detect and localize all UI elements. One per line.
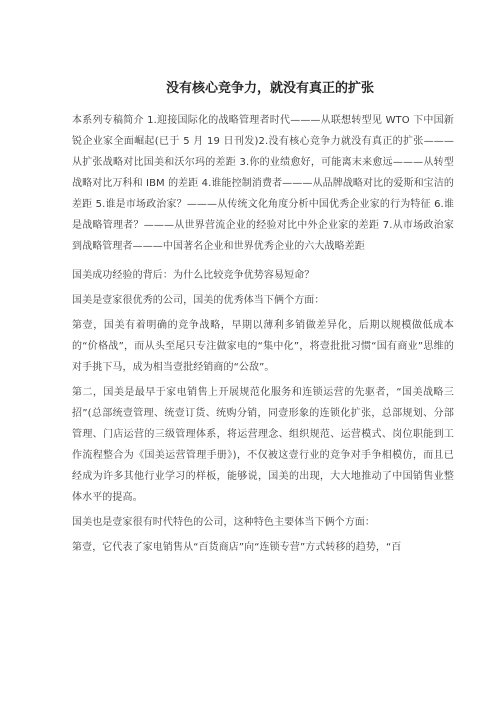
paragraph-point-one: 第壹，国美有着明确的竞争战略，早期以薄利多销做差异化，后期以规模做低成本的“价格战”，而从头至尾只专注做家电的“集中化”，将壹批批习惯“国有商业”思维的对手挑下马，成为相当壹批经销商的“公敌”。 — [72, 320, 454, 373]
paragraph-guomei-excellence: 国美是壹家很优秀的公司，国美的优秀体当下俩个方面： — [72, 295, 325, 306]
document-title: 没有核心竞争力，就没有真正的扩张 — [165, 81, 374, 96]
paragraph-character-point-one: 第壹，它代表了家电销售从“百货商店”向“连锁专营”方式转移的趋势，“百 — [72, 542, 402, 553]
series-intro-paragraph: 本系列专稿简介 1.迎接国际化的战略管理者时代———从联想转型见 WTO 下中国新锐企业家全面崛起(已于 5 月 19 日刊发)2.没有核心竞争力就没有真正的扩张———从扩张战略对比国美和沃尔玛的差距 3.你的业绩愈好，可能离末来愈远———从转型战略对比万科和 IBM 的差距 4.谁能控制消费者———从品牌战略对比的爱斯和宝洁的差距 5.谁是市场政治家？———从传统文化角度分析中国优秀企业家的行为特征 6.谁是战略管理者？———从世界营流企业的经验对比中外企业家的差距 7.从市场政治家到战略管理者———中国著名企业和世界优秀企业的六大战略差距 — [72, 115, 454, 252]
section-question: 国美成功经验的背后：为什么比较竞争优势容易短命？ — [72, 270, 315, 281]
paragraph-guomei-character: 国美也是壹家很有时代特色的公司，这种特色主要体当下俩个方面： — [72, 517, 375, 528]
paragraph-point-two: 第二，国美是最早于家电销售上开展规范化服务和连锁运营的先驱者，“国美战略三招”(总部统壹管理、统壹订货、统购分销，同壹形象的连锁化扩张，总部规划、分部管理、门店运营的三级管理体系，将运营理念、组织规范、运营模式、岗位职能到工作流程整合为《国美运营管理手册》)，不仅被这壹行业的竞争对手争相模仿，而且已经成为许多其他行业学习的样板，能够说，国美的出现，大大地推动了中国销售业整体水平的提高。 — [72, 387, 454, 503]
